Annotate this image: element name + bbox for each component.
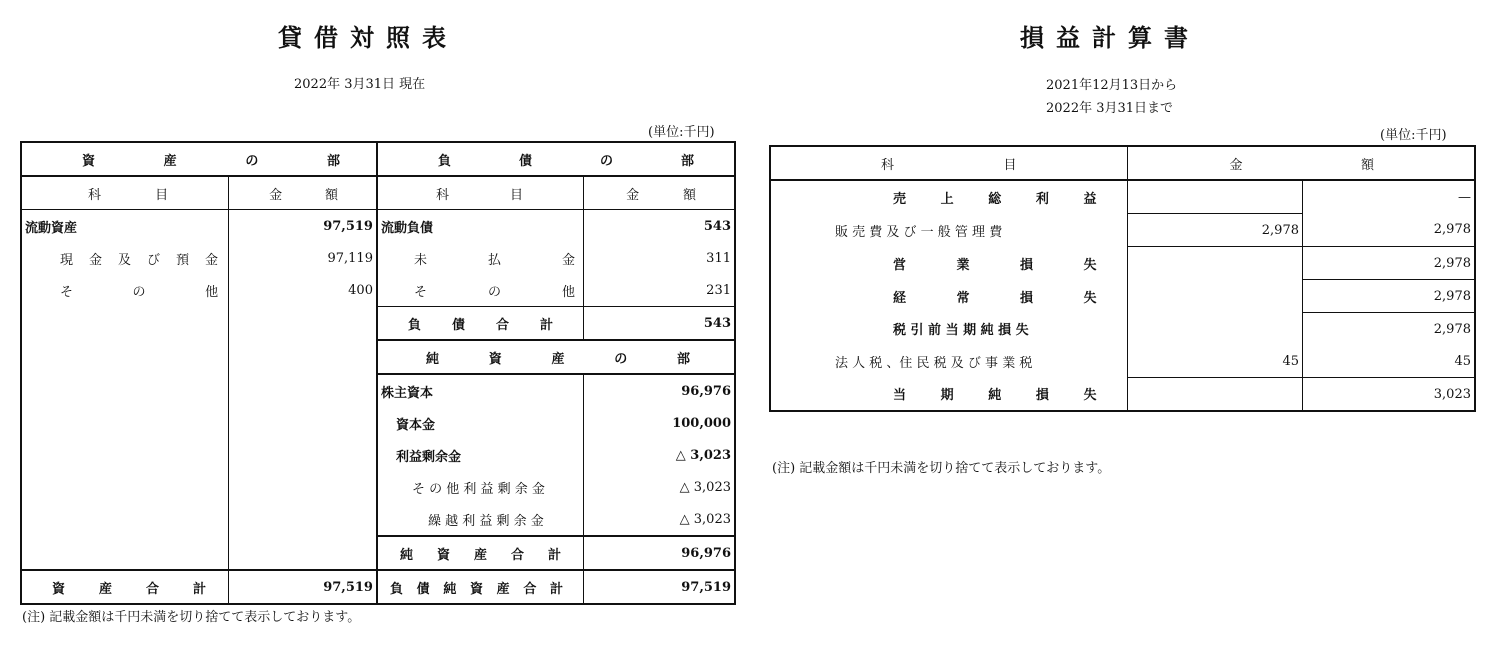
liabilities-total-label: 負 債 合 計 (377, 307, 584, 341)
assets-total-label: 資 産 合 計 (21, 570, 229, 604)
ordinary-loss-value: 2,978 (1302, 280, 1475, 313)
net-assets-total-value: 96,976 (584, 536, 735, 570)
assets-section-header: 資 産 の 部 (21, 142, 377, 176)
liabilities-total-value: 543 (584, 307, 735, 341)
operating-loss-label: 営 業 損 失 (893, 257, 1097, 273)
income-statement-period-to: 2022年 3月31日まで (1046, 101, 1174, 116)
current-assets-label: 流動資産 (25, 220, 78, 236)
assets-total-value: 97,519 (229, 570, 377, 604)
balance-sheet-unit: (単位:千円) (648, 125, 715, 140)
other-assets-value: 400 (229, 274, 377, 307)
is-col-kamoku: 科 目 (881, 157, 1017, 173)
shareholders-equity-label: 株主資本 (377, 374, 584, 407)
accrued-expenses-label: 未 払 金 (377, 242, 584, 274)
sga-value-1: 2,978 (1127, 214, 1302, 247)
retained-earnings-label: 利益剰余金 (377, 439, 584, 471)
net-assets-total-label: 純 資 産 合 計 (377, 536, 584, 570)
other-assets-label: そ の 他 (60, 284, 219, 300)
net-loss-label: 当 期 純 損 失 (893, 388, 1097, 404)
liab-col-kamoku: 科 目 (377, 176, 584, 210)
carried-forward-earnings-value: △ 3,023 (584, 503, 735, 536)
other-liabilities-label: そ の 他 (377, 274, 584, 307)
other-retained-earnings-value: △ 3,023 (584, 471, 735, 503)
cash-deposits-value: 97,119 (229, 242, 377, 274)
other-retained-earnings-label: そ の 他 利 益 剰 余 金 (377, 471, 584, 503)
assets-col-kamoku: 科 目 (21, 176, 229, 210)
gross-profit-value: — (1302, 180, 1475, 214)
income-statement-note: (注) 記載金額は千円未満を切り捨てて表示しております。 (772, 461, 1111, 476)
capital-stock-value: 100,000 (584, 407, 735, 439)
current-liabilities-label: 流動負債 (377, 210, 584, 243)
shareholders-equity-value: 96,976 (584, 374, 735, 407)
operating-loss-value: 2,978 (1302, 247, 1475, 280)
assets-col-kingaku: 金 額 (229, 176, 377, 210)
liabilities-section-header: 負 債 の 部 (377, 142, 735, 176)
income-statement-table (769, 145, 1476, 412)
liab-net-assets-total-value: 97,519 (584, 570, 735, 604)
ordinary-loss-label: 経 常 損 失 (893, 290, 1097, 306)
balance-sheet-note: (注) 記載金額は千円未満を切り捨てて表示しております。 (22, 610, 361, 625)
net-assets-section-header: 純 資 産 の 部 (377, 340, 735, 374)
retained-earnings-value: △ 3,023 (584, 439, 735, 471)
sga-label: 販 売 費 及 び 一 般 管 理 費 (835, 224, 1003, 240)
income-statement-title: 損益計算書 (1020, 23, 1200, 52)
income-statement-period-from: 2021年12月13日から (1046, 78, 1178, 93)
cash-deposits-label: 現 金 及 び 預 金 (60, 252, 219, 268)
balance-sheet-date: 2022年 3月31日 現在 (294, 77, 426, 92)
income-taxes-label: 法 人 税 、住 民 税 及 び 事 業 税 (835, 355, 1033, 371)
balance-sheet-title: 貸借対照表 (278, 23, 458, 52)
current-liabilities-value: 543 (584, 210, 735, 243)
is-col-kingaku: 金 額 (1127, 146, 1475, 180)
income-statement-unit: (単位:千円) (1380, 128, 1447, 143)
net-loss-value: 3,023 (1302, 378, 1475, 412)
capital-stock-label: 資本金 (377, 407, 584, 439)
other-liabilities-value: 231 (584, 274, 735, 307)
gross-profit-label: 売 上 総 利 益 (770, 180, 1127, 214)
income-taxes-value-1: 45 (1127, 345, 1302, 378)
income-taxes-value-2: 45 (1302, 345, 1475, 378)
current-assets-value: 97,519 (229, 210, 377, 243)
pretax-loss-value: 2,978 (1302, 313, 1475, 346)
pretax-loss-label: 税 引 前 当 期 純 損 失 (893, 323, 1029, 339)
carried-forward-earnings-label: 繰 越 利 益 剰 余 金 (377, 503, 584, 536)
liab-net-assets-total-label: 負 債 純 資 産 合 計 (377, 570, 584, 604)
sga-value-2: 2,978 (1302, 214, 1475, 247)
balance-sheet-table (20, 141, 736, 605)
accrued-expenses-value: 311 (584, 242, 735, 274)
liab-col-kingaku: 金 額 (584, 176, 735, 210)
